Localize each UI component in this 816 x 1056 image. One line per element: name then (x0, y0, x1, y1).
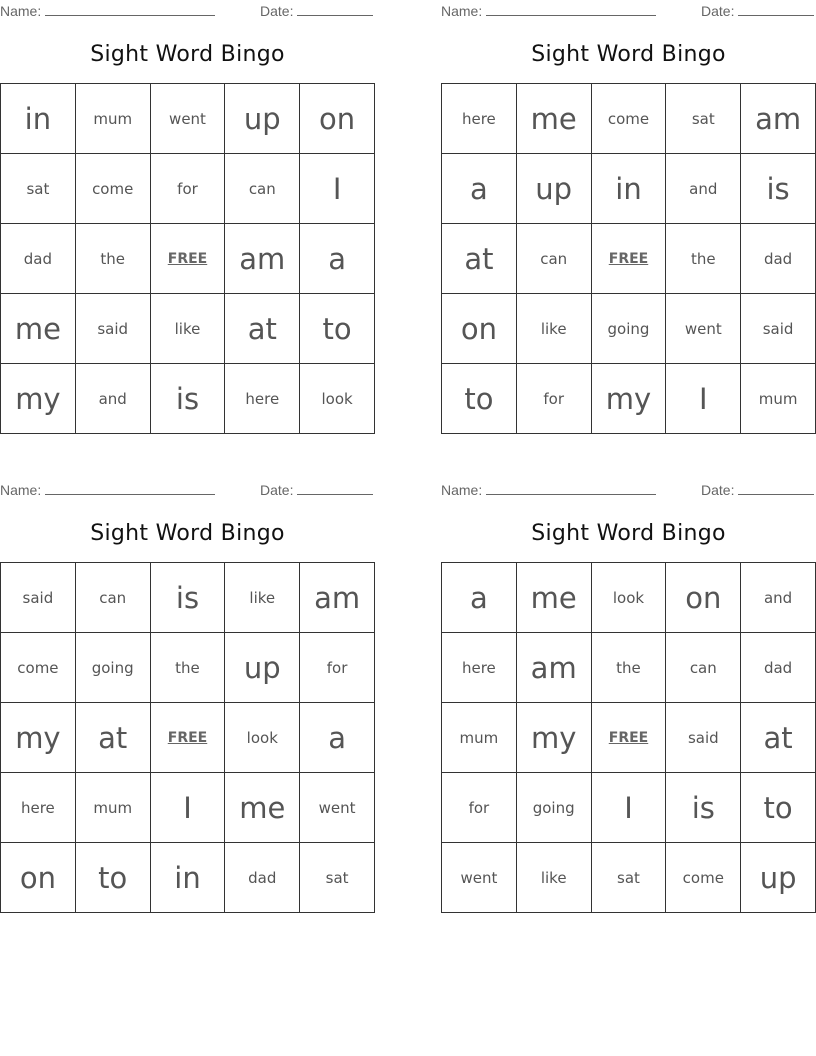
name-label: Name: (0, 482, 42, 498)
date-line (297, 4, 373, 16)
bingo-cell: my (592, 364, 667, 434)
date-line (738, 483, 814, 495)
bingo-cell: for (300, 633, 375, 703)
bingo-cell: going (517, 773, 592, 843)
bingo-grid (441, 562, 816, 913)
card-header (441, 482, 816, 498)
bingo-cell: went (442, 843, 517, 913)
bingo-cell: mum (741, 364, 816, 434)
bingo-cell: and (666, 154, 741, 224)
bingo-cell: here (442, 84, 517, 154)
bingo-cell: dad (1, 224, 76, 294)
card-title: Sight Word Bingo (531, 42, 726, 67)
bingo-cell: come (1, 633, 76, 703)
bingo-cell: at (76, 703, 151, 773)
bingo-cell: am (225, 224, 300, 294)
bingo-grid (0, 562, 375, 913)
bingo-cell: come (666, 843, 741, 913)
bingo-cell: a (442, 154, 517, 224)
bingo-cell: a (442, 563, 517, 633)
bingo-cell: a (300, 224, 375, 294)
bingo-cell: and (741, 563, 816, 633)
bingo-cell: the (666, 224, 741, 294)
bingo-cell: me (1, 294, 76, 364)
bingo-cell: am (517, 633, 592, 703)
bingo-cell: to (741, 773, 816, 843)
name-field (0, 482, 215, 498)
card-title: Sight Word Bingo (531, 521, 726, 546)
bingo-cell: my (517, 703, 592, 773)
bingo-cell: dad (741, 633, 816, 703)
date-field (701, 3, 814, 19)
bingo-cell: said (1, 563, 76, 633)
bingo-cell: sat (1, 154, 76, 224)
bingo-cell: sat (592, 843, 667, 913)
card-header (0, 3, 375, 19)
bingo-cell: dad (225, 843, 300, 913)
bingo-cell: look (225, 703, 300, 773)
bingo-cell: on (666, 563, 741, 633)
date-line (297, 483, 373, 495)
date-label: Date: (701, 482, 735, 498)
name-line (45, 4, 215, 16)
date-label: Date: (260, 3, 294, 19)
bingo-cell: at (442, 224, 517, 294)
bingo-cell: me (225, 773, 300, 843)
bingo-cell: like (517, 294, 592, 364)
card-header (0, 482, 375, 498)
card-header (441, 3, 816, 19)
bingo-cell: sat (666, 84, 741, 154)
card-title: Sight Word Bingo (90, 42, 285, 67)
bingo-cell: to (442, 364, 517, 434)
date-line (738, 4, 814, 16)
bingo-cell: am (741, 84, 816, 154)
bingo-cell: up (741, 843, 816, 913)
bingo-cell: for (442, 773, 517, 843)
name-label: Name: (0, 3, 42, 19)
bingo-cell: my (1, 703, 76, 773)
bingo-cell: can (225, 154, 300, 224)
free-space-cell: FREE (592, 703, 667, 773)
bingo-cell: went (666, 294, 741, 364)
name-line (486, 483, 656, 495)
bingo-cell: I (666, 364, 741, 434)
bingo-grid (0, 83, 375, 434)
bingo-cell: and (76, 364, 151, 434)
bingo-cell: for (151, 154, 226, 224)
bingo-cell: dad (741, 224, 816, 294)
bingo-cell: look (300, 364, 375, 434)
bingo-cell: can (666, 633, 741, 703)
free-space-cell: FREE (151, 703, 226, 773)
bingo-cell: can (76, 563, 151, 633)
bingo-cell: on (1, 843, 76, 913)
name-field (441, 482, 656, 498)
bingo-cell: me (517, 84, 592, 154)
bingo-cell: is (741, 154, 816, 224)
bingo-cell: to (300, 294, 375, 364)
bingo-cell: the (76, 224, 151, 294)
bingo-cell: in (151, 843, 226, 913)
name-field (0, 3, 215, 19)
name-field (441, 3, 656, 19)
free-space-cell: FREE (592, 224, 667, 294)
bingo-cell: come (592, 84, 667, 154)
bingo-cell: sat (300, 843, 375, 913)
bingo-cell: the (151, 633, 226, 703)
bingo-cell: like (517, 843, 592, 913)
bingo-cell: here (442, 633, 517, 703)
date-label: Date: (260, 482, 294, 498)
date-field (260, 3, 373, 19)
bingo-cell: in (592, 154, 667, 224)
bingo-cell: a (300, 703, 375, 773)
bingo-cell: the (592, 633, 667, 703)
bingo-cell: like (225, 563, 300, 633)
bingo-cell: like (151, 294, 226, 364)
bingo-grid (441, 83, 816, 434)
bingo-cell: is (666, 773, 741, 843)
bingo-cell: said (741, 294, 816, 364)
bingo-cell: here (1, 773, 76, 843)
bingo-cell: up (225, 633, 300, 703)
bingo-cell: can (517, 224, 592, 294)
free-space-cell: FREE (151, 224, 226, 294)
name-label: Name: (441, 3, 483, 19)
bingo-cell: for (517, 364, 592, 434)
date-field (260, 482, 373, 498)
bingo-cell: went (151, 84, 226, 154)
bingo-cell: look (592, 563, 667, 633)
bingo-cell: said (76, 294, 151, 364)
bingo-cell: come (76, 154, 151, 224)
bingo-cell: I (592, 773, 667, 843)
bingo-cell: is (151, 364, 226, 434)
bingo-cell: going (592, 294, 667, 364)
bingo-cell: my (1, 364, 76, 434)
bingo-cell: here (225, 364, 300, 434)
bingo-cell: going (76, 633, 151, 703)
bingo-cell: went (300, 773, 375, 843)
bingo-cell: up (225, 84, 300, 154)
name-line (45, 483, 215, 495)
bingo-cell: to (76, 843, 151, 913)
bingo-cell: on (300, 84, 375, 154)
name-line (486, 4, 656, 16)
date-label: Date: (701, 3, 735, 19)
name-label: Name: (441, 482, 483, 498)
bingo-cell: at (225, 294, 300, 364)
bingo-cell: said (666, 703, 741, 773)
bingo-cell: in (1, 84, 76, 154)
card-title: Sight Word Bingo (90, 521, 285, 546)
bingo-cell: I (151, 773, 226, 843)
bingo-cell: on (442, 294, 517, 364)
bingo-cell: am (300, 563, 375, 633)
date-field (701, 482, 814, 498)
bingo-cell: mum (76, 84, 151, 154)
bingo-cell: up (517, 154, 592, 224)
bingo-cell: is (151, 563, 226, 633)
bingo-cell: at (741, 703, 816, 773)
bingo-cell: mum (442, 703, 517, 773)
bingo-cell: I (300, 154, 375, 224)
bingo-cell: mum (76, 773, 151, 843)
bingo-cell: me (517, 563, 592, 633)
